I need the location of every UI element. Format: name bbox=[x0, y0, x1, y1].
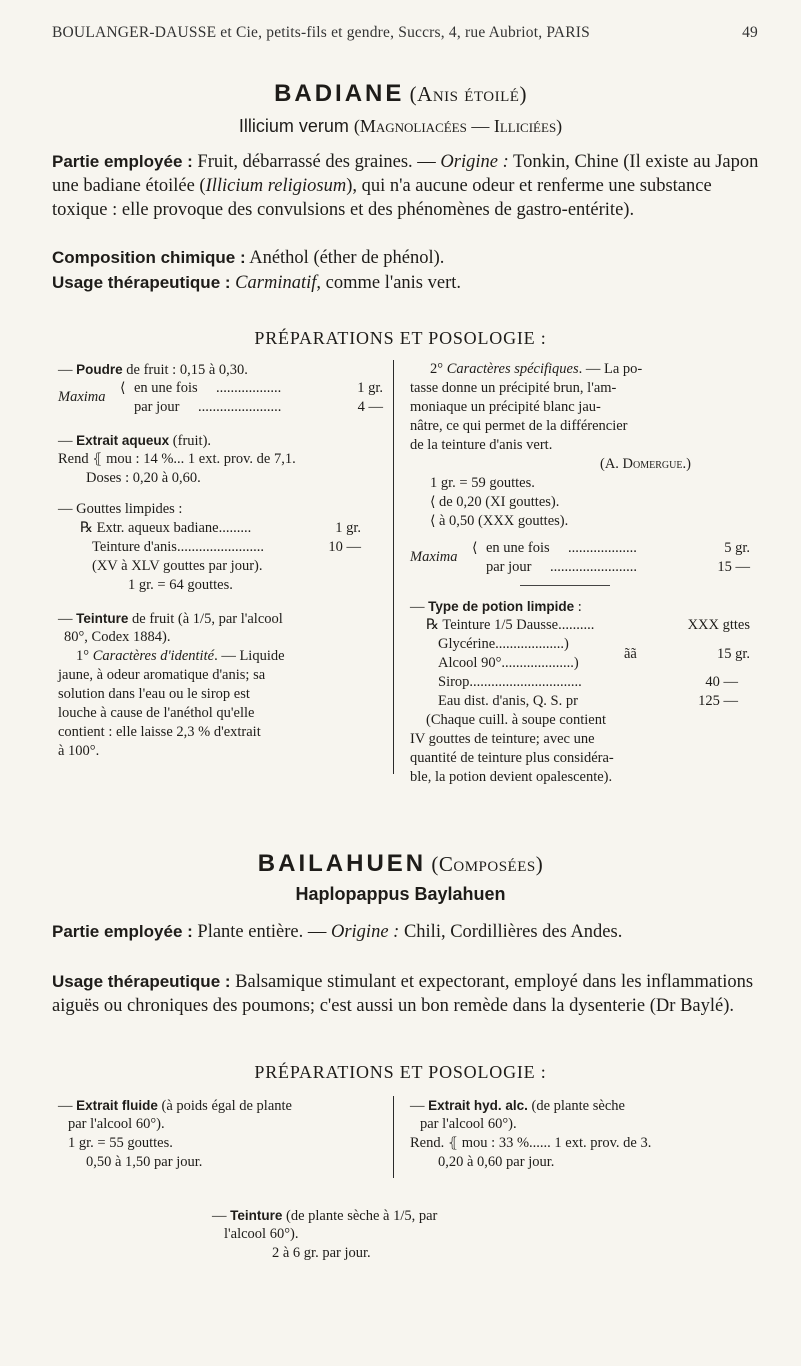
gouttes-line-2-val: 10 — bbox=[328, 539, 361, 555]
badiane-name: BADIANE bbox=[274, 80, 405, 107]
origine-text: Tonkin, Chine (Il existe au Japon une badiane étoilée ( bbox=[52, 152, 759, 196]
page-number: 49 bbox=[742, 24, 758, 41]
gouttes-equiv: 1 gr. = 59 gouttes. bbox=[430, 475, 535, 491]
potion-aa: ãã bbox=[624, 646, 637, 662]
b-extrait-hyd-text: (de plante sèche bbox=[527, 1098, 625, 1114]
extrait-text: (fruit). bbox=[169, 433, 212, 449]
b-partie-label: Partie employée : bbox=[52, 922, 193, 941]
gouttes-line-1-val: 1 gr. bbox=[335, 520, 361, 536]
gouttes-line-2: Teinture d'anis........................ 10 — bbox=[92, 539, 361, 555]
potion-line-2: Glycérine...................) bbox=[438, 636, 569, 652]
b-left-line-2: par l'alcool 60°). bbox=[68, 1116, 165, 1132]
bailahuen-latin: Haplopappus Baylahuen bbox=[295, 884, 506, 904]
usage-text: , comme l'anis vert. bbox=[316, 273, 462, 293]
poudre-line: — Poudre de fruit : 0,15 à 0,30. bbox=[58, 362, 248, 378]
b-extrait-hyd-line: — Extrait hyd. alc. (de plante sèche bbox=[410, 1098, 625, 1114]
badiane-left-column bbox=[58, 360, 383, 761]
b-teinture-label: Teinture bbox=[230, 1208, 283, 1223]
teinture-label: Teinture bbox=[76, 611, 129, 626]
partie-label: Partie employée : bbox=[52, 152, 193, 171]
potion-line-1-val: XXX gttes bbox=[687, 617, 750, 633]
origine-latin: Illicium religiosum bbox=[205, 176, 347, 196]
b-usage-label: Usage thérapeutique : bbox=[52, 972, 231, 991]
g2-line-2: ⟨ à 0,50 (XXX gouttes). bbox=[430, 513, 569, 529]
rend-label: Rend bbox=[58, 451, 89, 467]
bailahuen-family: (Composées) bbox=[431, 852, 544, 876]
short-rule bbox=[520, 585, 610, 586]
gouttes-line-2-text: Teinture d'anis bbox=[92, 539, 177, 555]
potion-line-23-val: 15 gr. bbox=[716, 646, 750, 662]
specifiques-ref: (A. Domergue.) bbox=[600, 456, 691, 472]
b-partie-text: Plante entière. — bbox=[192, 922, 331, 942]
running-head-text: BOULANGER-DAUSSE et Cie, petits-fils et gendre, Succrs, 4, rue Aubriot, PARIS bbox=[52, 24, 590, 41]
potion-line-5-val: 125 — bbox=[698, 693, 738, 709]
specifiques-line-4: nâtre, ce qui permet de la différencier bbox=[410, 418, 628, 434]
bailahuen-partie-origine bbox=[52, 920, 764, 944]
badiane-composition bbox=[52, 246, 764, 270]
gouttes-title: — Gouttes limpides : bbox=[58, 501, 183, 517]
gouttes-line-3: (XV à XLV gouttes par jour). bbox=[92, 558, 263, 574]
rend-text: mou : 14 %... 1 ext. prov. de 7,1. bbox=[106, 451, 296, 467]
badiane-classification: (Magnoliacées — Illiciées) bbox=[353, 116, 563, 136]
b-teinture-line: — Teinture (de plante sèche à 1/5, par bbox=[212, 1208, 438, 1224]
potion-line-4-text: Sirop bbox=[438, 674, 470, 690]
r-maxima-2: par jour bbox=[486, 559, 532, 575]
specifiques-line-5: de la teinture d'anis vert. bbox=[410, 437, 553, 453]
g2-line-2-text: à 0,50 (XXX gouttes). bbox=[438, 513, 569, 529]
r-maxima-1-line: Maxima ⟨ en une fois ................... 5 gr. bbox=[410, 540, 750, 565]
maxima-1-val: 1 gr. bbox=[357, 380, 383, 396]
potion-line-2-text: Glycérine bbox=[438, 636, 496, 652]
maxima-1-line: Maxima ⟨ en une fois .................. 1 gr. bbox=[58, 380, 383, 405]
poudre-label: Poudre bbox=[76, 362, 123, 377]
partie-text: Fruit, débarrassé des graines. — bbox=[192, 152, 441, 172]
b-left-line-3: 1 gr. = 55 gouttes. bbox=[68, 1135, 173, 1151]
b-right-line-4: 0,20 à 0,60 par jour. bbox=[438, 1154, 555, 1170]
b-extrait-fluide-line: — Extrait fluide (à poids égal de plante bbox=[58, 1098, 292, 1114]
potion-line-1: ℞ Teinture 1/5 Dausse.......... XXX gttes bbox=[426, 617, 750, 633]
potion-line-4-val: 40 — bbox=[705, 674, 738, 690]
b-right-line-2: par l'alcool 60°). bbox=[420, 1116, 517, 1132]
specifiques-line-2: tasse donne un précipité brun, l'am- bbox=[410, 380, 617, 396]
doses-line: Doses : 0,20 à 0,60. bbox=[86, 470, 201, 486]
caracteres-line-3: solution dans l'eau ou le sirop est bbox=[58, 686, 250, 702]
badiane-partie-origine bbox=[52, 150, 764, 222]
bailahuen-title bbox=[0, 850, 801, 878]
potion-note-1: (Chaque cuill. à soupe contient bbox=[426, 712, 606, 728]
b-teinture-text: (de plante sèche à 1/5, par bbox=[282, 1208, 438, 1224]
potion-line-3: Alcool 90°....................) ãã 15 gr. bbox=[438, 646, 750, 671]
b-usage-text: Balsamique stimulant et expectorant, employé dans les inflammations aiguës ou chroniques des poumons; c'est aussi un bon remède dans la dysenterie (Dr Baylé). bbox=[52, 972, 754, 1016]
bailahuen-prep-heading: PRÉPARATIONS ET POSOLOGIE : bbox=[254, 1062, 547, 1082]
specifiques-text: . — La po- bbox=[578, 361, 643, 377]
r-maxima-2-line: par jour ........................ 15 — bbox=[486, 559, 750, 575]
bailahuen-teinture-block bbox=[212, 1206, 632, 1263]
caracteres-line-6: à 100°. bbox=[58, 743, 100, 759]
potion-note-3: quantité de teinture plus considéra- bbox=[410, 750, 614, 766]
r-maxima-1: en une fois bbox=[486, 540, 550, 556]
caracteres-line-2: jaune, à odeur aromatique d'anis; sa bbox=[58, 667, 266, 683]
badiane-usage bbox=[52, 271, 764, 295]
potion-note-2: IV gouttes de teinture; avec une bbox=[410, 731, 595, 747]
running-head bbox=[52, 24, 758, 42]
badiane-family: (Anis étoilé) bbox=[409, 82, 527, 106]
maxima-1: en une fois bbox=[134, 380, 198, 396]
caracteres-line-4: louche à cause de l'anéthol qu'elle bbox=[58, 705, 255, 721]
b-rend-label: Rend. bbox=[410, 1135, 445, 1151]
bailahuen-name: BAILAHUEN bbox=[257, 850, 427, 877]
caracteres-line: 1° Caractères d'identité. — Liquide bbox=[76, 648, 285, 664]
maxima-2-line: par jour ....................... 4 — bbox=[134, 399, 383, 415]
gouttes-line-1: ℞ Extr. aqueux badiane......... 1 gr. bbox=[80, 520, 361, 536]
caracteres-text: . — Liquide bbox=[214, 648, 285, 664]
extrait-line: — Extrait aqueux (fruit). bbox=[58, 433, 212, 449]
extrait-label: Extrait aqueux bbox=[76, 433, 170, 448]
specifiques-line-3: moniaque un précipité blanc jau- bbox=[410, 399, 601, 415]
specifiques-italic: Caractères spécifiques bbox=[446, 361, 579, 377]
origine-text-2: ), qui n'a aucune odeur et renferme une substance toxique : elle provoque des convulsions et des phénomènes de gastro-entérite). bbox=[52, 176, 712, 220]
caracteres-line-5: contient : elle laisse 2,3 % d'extrait bbox=[58, 724, 261, 740]
b-teinture-line-3: 2 à 6 gr. par jour. bbox=[272, 1245, 371, 1261]
badiane-right-column bbox=[410, 360, 750, 787]
bailahuen-left-column bbox=[58, 1096, 383, 1172]
b-extrait-fluide-label: Extrait fluide bbox=[76, 1098, 158, 1113]
gouttes-line-4: 1 gr. = 64 gouttes. bbox=[128, 577, 233, 593]
specifiques-num: 2° bbox=[430, 361, 444, 377]
maxima-2: par jour bbox=[134, 399, 180, 415]
b-left-line-4: 0,50 à 1,50 par jour. bbox=[86, 1154, 203, 1170]
badiane-prep-heading: PRÉPARATIONS ET POSOLOGIE : bbox=[254, 328, 547, 348]
badiane-title bbox=[0, 80, 801, 108]
potion-line-1-text: ℞ Teinture 1/5 Dausse bbox=[426, 617, 559, 633]
g2-line-1-text: de 0,20 (XI gouttes). bbox=[438, 494, 560, 510]
rend-line: Rend ⦃ mou : 14 %... 1 ext. prov. de 7,1. bbox=[58, 451, 296, 467]
potion-title: — Type de potion limpide : bbox=[410, 599, 582, 615]
b-rend-line: Rend. ⦃ mou : 33 %...... 1 ext. prov. de 3. bbox=[410, 1135, 652, 1151]
potion-label: Type de potion limpide bbox=[428, 599, 575, 614]
composition-text: Anéthol (éther de phénol). bbox=[245, 248, 445, 268]
b-extrait-hyd-label: Extrait hyd. alc. bbox=[428, 1098, 528, 1113]
potion-line-3-text: Alcool 90° bbox=[438, 655, 502, 671]
r-maxima-label: Maxima bbox=[410, 549, 458, 565]
badiane-latin-line bbox=[0, 116, 801, 137]
r-maxima-2-val: 15 — bbox=[717, 559, 750, 575]
potion-line-4: Sirop............................... 40 — bbox=[438, 674, 738, 690]
b-origine-text: Chili, Cordillières des Andes. bbox=[399, 922, 623, 942]
composition-label: Composition chimique : bbox=[52, 248, 246, 267]
gouttes-line-1-text: ℞ Extr. aqueux badiane bbox=[80, 520, 219, 536]
maxima-label: Maxima bbox=[58, 389, 106, 405]
usage-italic: Carminatif bbox=[235, 273, 317, 293]
maxima-2-val: 4 — bbox=[357, 399, 383, 415]
teinture-line-2: 80°, Codex 1884). bbox=[64, 629, 171, 645]
usage-label: Usage thérapeutique : bbox=[52, 273, 231, 292]
b-rend-text: mou : 33 %...... 1 ext. prov. de 3. bbox=[461, 1135, 652, 1151]
b-origine-label: Origine : bbox=[330, 922, 400, 942]
bailahuen-column-divider bbox=[393, 1096, 394, 1178]
b-extrait-fluide-text: (à poids égal de plante bbox=[157, 1098, 292, 1114]
teinture-line: — Teinture de fruit (à 1/5, par l'alcool bbox=[58, 611, 283, 627]
g2-line-1: ⟨ de 0,20 (XI gouttes). bbox=[430, 494, 560, 510]
badiane-column-divider bbox=[393, 360, 394, 774]
badiane-latin: Illicium verum bbox=[238, 116, 349, 136]
r-maxima-1-val: 5 gr. bbox=[724, 540, 750, 556]
caracteres-italic: Caractères d'identité bbox=[92, 648, 215, 664]
origine-label: Origine : bbox=[440, 152, 509, 172]
bailahuen-usage bbox=[52, 970, 764, 1018]
potion-note-4: ble, la potion devient opalescente). bbox=[410, 769, 613, 785]
teinture-text: de fruit (à 1/5, par l'alcool bbox=[128, 611, 283, 627]
poudre-text: de fruit : 0,15 à 0,30. bbox=[122, 362, 248, 378]
b-teinture-line-2: l'alcool 60°). bbox=[224, 1226, 299, 1242]
bailahuen-right-column bbox=[410, 1096, 750, 1172]
potion-line-5-text: Eau dist. d'anis, Q. S. pr bbox=[438, 693, 578, 709]
potion-line-5 bbox=[410, 692, 750, 711]
specifiques-line bbox=[410, 360, 750, 379]
